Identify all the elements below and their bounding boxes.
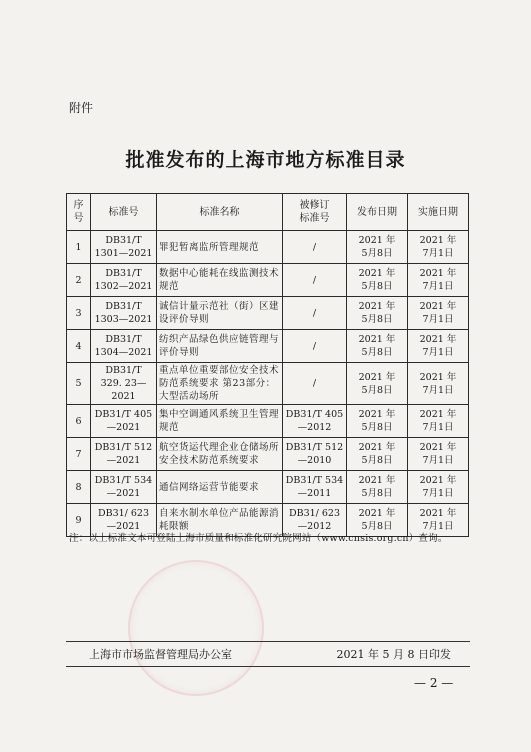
row-number-cell: 3 <box>67 297 91 330</box>
header-publish-date: 发布日期 <box>347 194 408 231</box>
standard-number-cell: DB31/T 329. 23— 2021 <box>91 363 157 405</box>
footnote: 注：以上标准文本可登陆上海市质量和标准化研究院网站（www.cnsis.org.cn）查询。 <box>69 533 448 544</box>
standard-name-cell: 纺织产品绿色供应链管理与评价导则 <box>157 330 283 363</box>
issue-date: 2021 年 5 月 8 日印发 <box>336 648 451 661</box>
standard-number-cell: DB31/T 512 —2021 <box>91 438 157 471</box>
revised-standard-cell: / <box>283 330 347 363</box>
implement-date-cell: 2021 年 7月1日 <box>408 363 469 405</box>
publish-date-cell: 2021 年 5月8日 <box>347 264 408 297</box>
publish-date-cell: 2021 年 5月8日 <box>347 231 408 264</box>
footer-rule-bottom <box>66 666 470 667</box>
revised-standard-cell: DB31/T 405 —2012 <box>283 405 347 438</box>
standard-name-cell: 罪犯暂离监所管理规范 <box>157 231 283 264</box>
standard-number-cell: DB31/T 1302—2021 <box>91 264 157 297</box>
table-row <box>67 405 469 438</box>
revised-standard-cell: DB31/T 512 —2010 <box>283 438 347 471</box>
page-title: 批准发布的上海市地方标准目录 <box>125 149 406 171</box>
attachment-label: 附件 <box>69 101 94 115</box>
table-row <box>67 231 469 264</box>
revised-standard-cell: DB31/ 623 —2012 <box>283 504 347 537</box>
standard-name-cell: 集中空调通风系统卫生管理规范 <box>157 405 283 438</box>
row-number-cell: 4 <box>67 330 91 363</box>
standard-number-cell: DB31/T 1304—2021 <box>91 330 157 363</box>
revised-standard-cell: / <box>283 264 347 297</box>
standard-name-cell: 诚信计量示范社（街）区建设评价导则 <box>157 297 283 330</box>
implement-date-cell: 2021 年 7月1日 <box>408 438 469 471</box>
official-seal <box>128 560 264 696</box>
standard-number-cell: DB31/ 623 —2021 <box>91 504 157 537</box>
publish-date-cell: 2021 年 5月8日 <box>347 405 408 438</box>
standard-number-cell: DB31/T 1303—2021 <box>91 297 157 330</box>
implement-date-cell: 2021 年 7月1日 <box>408 471 469 504</box>
row-number-cell: 1 <box>67 231 91 264</box>
standard-number-cell: DB31/T 405 —2021 <box>91 405 157 438</box>
page-number: — 2 — <box>414 676 454 690</box>
row-number-cell: 6 <box>67 405 91 438</box>
row-number-cell: 5 <box>67 363 91 405</box>
header-standard-number: 标准号 <box>91 194 157 231</box>
row-number-cell: 9 <box>67 504 91 537</box>
table-row <box>67 330 469 363</box>
footer-rule-top <box>66 641 470 642</box>
publish-date-cell: 2021 年 5月8日 <box>347 438 408 471</box>
table-row <box>67 471 469 504</box>
table-header-row <box>67 194 469 231</box>
revised-standard-cell: / <box>283 363 347 405</box>
implement-date-cell: 2021 年 7月1日 <box>408 330 469 363</box>
standard-name-cell: 自来水制水单位产品能源消耗限额 <box>157 504 283 537</box>
issuing-office: 上海市市场监督管理局办公室 <box>89 648 232 661</box>
standard-name-cell: 航空货运代理企业仓储场所安全技术防范系统要求 <box>157 438 283 471</box>
implement-date-cell: 2021 年 7月1日 <box>408 405 469 438</box>
implement-date-cell: 2021 年 7月1日 <box>408 231 469 264</box>
publish-date-cell: 2021 年 5月8日 <box>347 330 408 363</box>
row-number-cell: 8 <box>67 471 91 504</box>
table-row <box>67 438 469 471</box>
row-number-cell: 7 <box>67 438 91 471</box>
standard-number-cell: DB31/T 534 —2021 <box>91 471 157 504</box>
standard-name-cell: 重点单位重要部位安全技术防范系统要求 第23部分：大型活动场所 <box>157 363 283 405</box>
implement-date-cell: 2021 年 7月1日 <box>408 264 469 297</box>
revised-standard-cell: / <box>283 297 347 330</box>
revised-standard-cell: DB31/T 534 —2011 <box>283 471 347 504</box>
standards-table <box>66 193 469 537</box>
header-no: 序号 <box>67 194 91 231</box>
implement-date-cell: 2021 年 7月1日 <box>408 504 469 537</box>
standard-name-cell: 数据中心能耗在线监测技术规范 <box>157 264 283 297</box>
row-number-cell: 2 <box>67 264 91 297</box>
table-row <box>67 297 469 330</box>
revised-standard-cell: / <box>283 231 347 264</box>
header-revised-standard: 被修订 标准号 <box>283 194 347 231</box>
table-row <box>67 363 469 405</box>
table-row <box>67 264 469 297</box>
publish-date-cell: 2021 年 5月8日 <box>347 297 408 330</box>
standard-name-cell: 通信网络运营节能要求 <box>157 471 283 504</box>
header-standard-name: 标准名称 <box>157 194 283 231</box>
publish-date-cell: 2021 年 5月8日 <box>347 471 408 504</box>
standard-number-cell: DB31/T 1301—2021 <box>91 231 157 264</box>
publish-date-cell: 2021 年 5月8日 <box>347 504 408 537</box>
header-implement-date: 实施日期 <box>408 194 469 231</box>
publish-date-cell: 2021 年 5月8日 <box>347 363 408 405</box>
implement-date-cell: 2021 年 7月1日 <box>408 297 469 330</box>
